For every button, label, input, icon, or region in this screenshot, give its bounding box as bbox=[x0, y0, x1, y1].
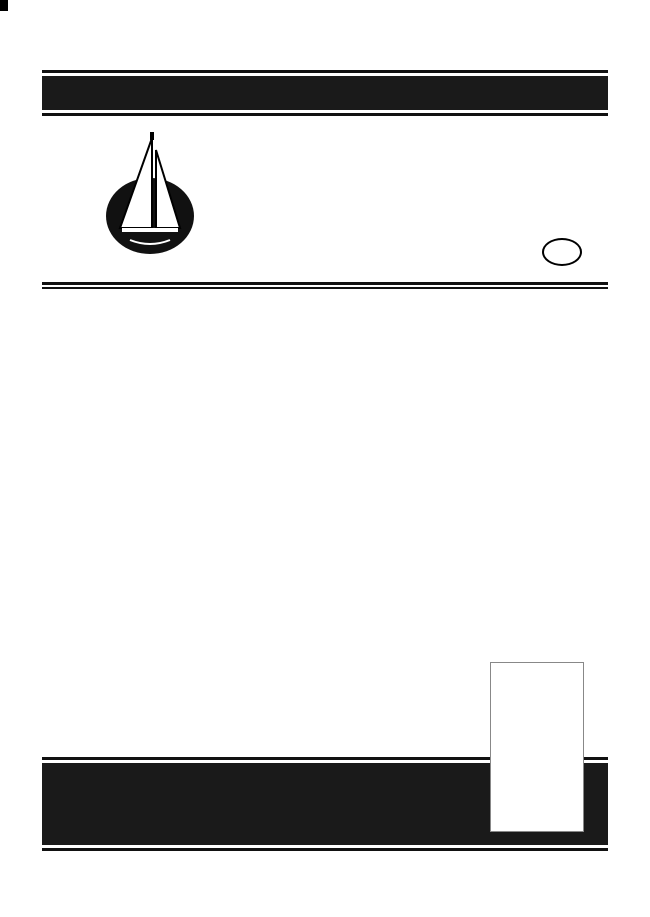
converter-note bbox=[0, 0, 8, 11]
barcode-number bbox=[491, 663, 507, 831]
top-rule bbox=[42, 70, 608, 73]
middle-rule bbox=[42, 282, 608, 285]
institute-emblem bbox=[100, 128, 200, 258]
series-number bbox=[542, 238, 582, 266]
middle-rule-thin bbox=[42, 287, 608, 289]
library-name bbox=[549, 663, 579, 831]
top-ornament-band bbox=[42, 76, 608, 110]
series-line bbox=[248, 238, 588, 271]
barcode-icon bbox=[509, 703, 545, 823]
bottom-rule-lower bbox=[42, 848, 608, 851]
library-barcode-stamp bbox=[490, 662, 584, 832]
top-rule-lower bbox=[42, 113, 608, 116]
